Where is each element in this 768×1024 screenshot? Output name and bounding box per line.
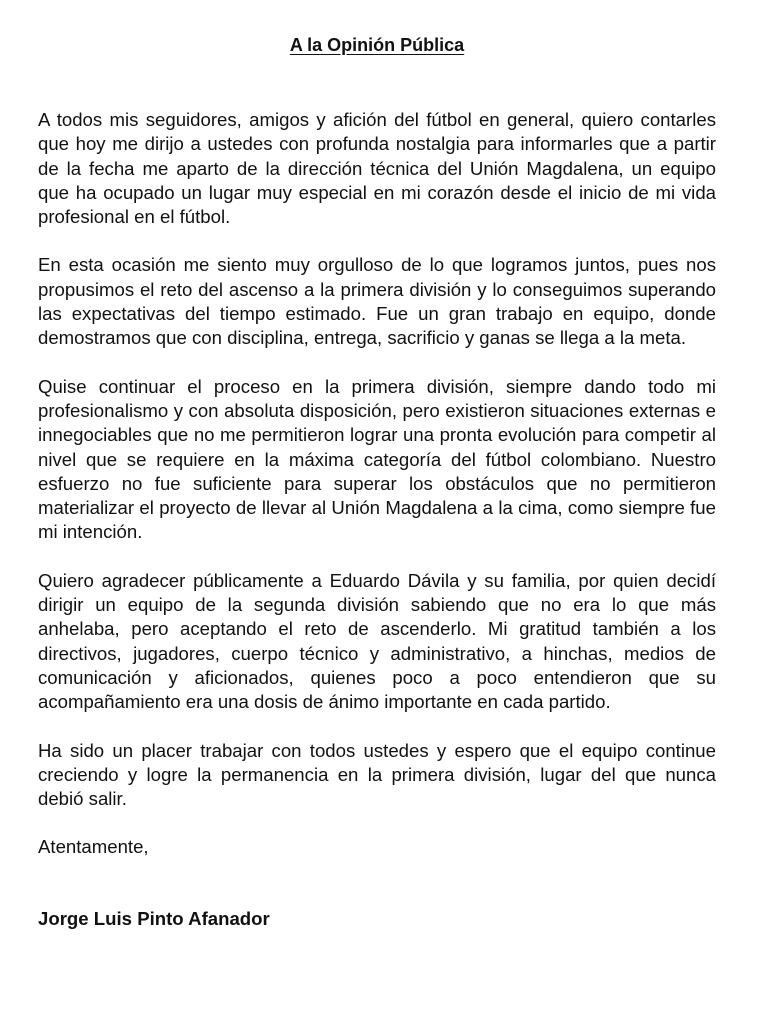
paragraph-achievement: En esta ocasión me siento muy orgulloso de lo que logramos juntos, pues nos propusimos el reto del ascenso a la primera división y lo conseguimos superando las expectativas del tiempo estimado. Fue un gran trabajo en equipo, donde demostramos que con disciplina, entrega, sacrificio y ganas se llega a la meta.	[38, 254, 716, 349]
letter	[38, 34, 716, 931]
paragraph-first-division: Quise continuar el proceso en la primera división, siempre dando todo mi profesionalismo y con absoluta disposición, pero existieron situaciones externas e innegociables que no me permitieron lograr una pronta evolución para competir al nivel que se requiere en la máxima categoría del fútbol colombiano. Nuestro esfuerzo no fue suficiente para superar los obstáculos que no permitieron materializar el proyecto de llevar al Unión Magdalena a la cima, como siempre fue mi intención.	[38, 375, 716, 543]
signature-name: Jorge Luis Pinto Afanador	[38, 908, 270, 930]
paragraph-gratitude: Quiero agradecer públicamente a Eduardo Dávila y su familia, por quien decidí dirigir un equipo de la segunda división sabiendo que no era lo que más anhelaba, pero aceptando el reto de ascenderlo. Mi gratitud también a los directivos, jugadores, cuerpo técnico y administrativo, a hinchas, medios de comunicación y aficionados, quienes poco a poco entendieron que su acompañamiento era una dosis de ánimo importante en cada partido.	[38, 569, 716, 713]
letter-title: A la Opinión Pública	[289, 35, 465, 55]
paragraph-wishes: Ha sido un placer trabajar con todos ustedes y espero que el equipo continue creciendo y logre la permanencia en la primera división, lugar del que nunca debió salir.	[38, 739, 716, 810]
closing-salutation: Atentamente,	[38, 836, 149, 858]
paragraph-farewell: A todos mis seguidores, amigos y afición del fútbol en general, quiero contarles que hoy me dirijo a ustedes con profunda nostalgia para informarles que a partir de la fecha me aparto de la dirección técnica del Unión Magdalena, un equipo que ha ocupado un lugar muy especial en mi corazón desde el inicio de mi vida profesional en el fútbol.	[38, 109, 716, 228]
